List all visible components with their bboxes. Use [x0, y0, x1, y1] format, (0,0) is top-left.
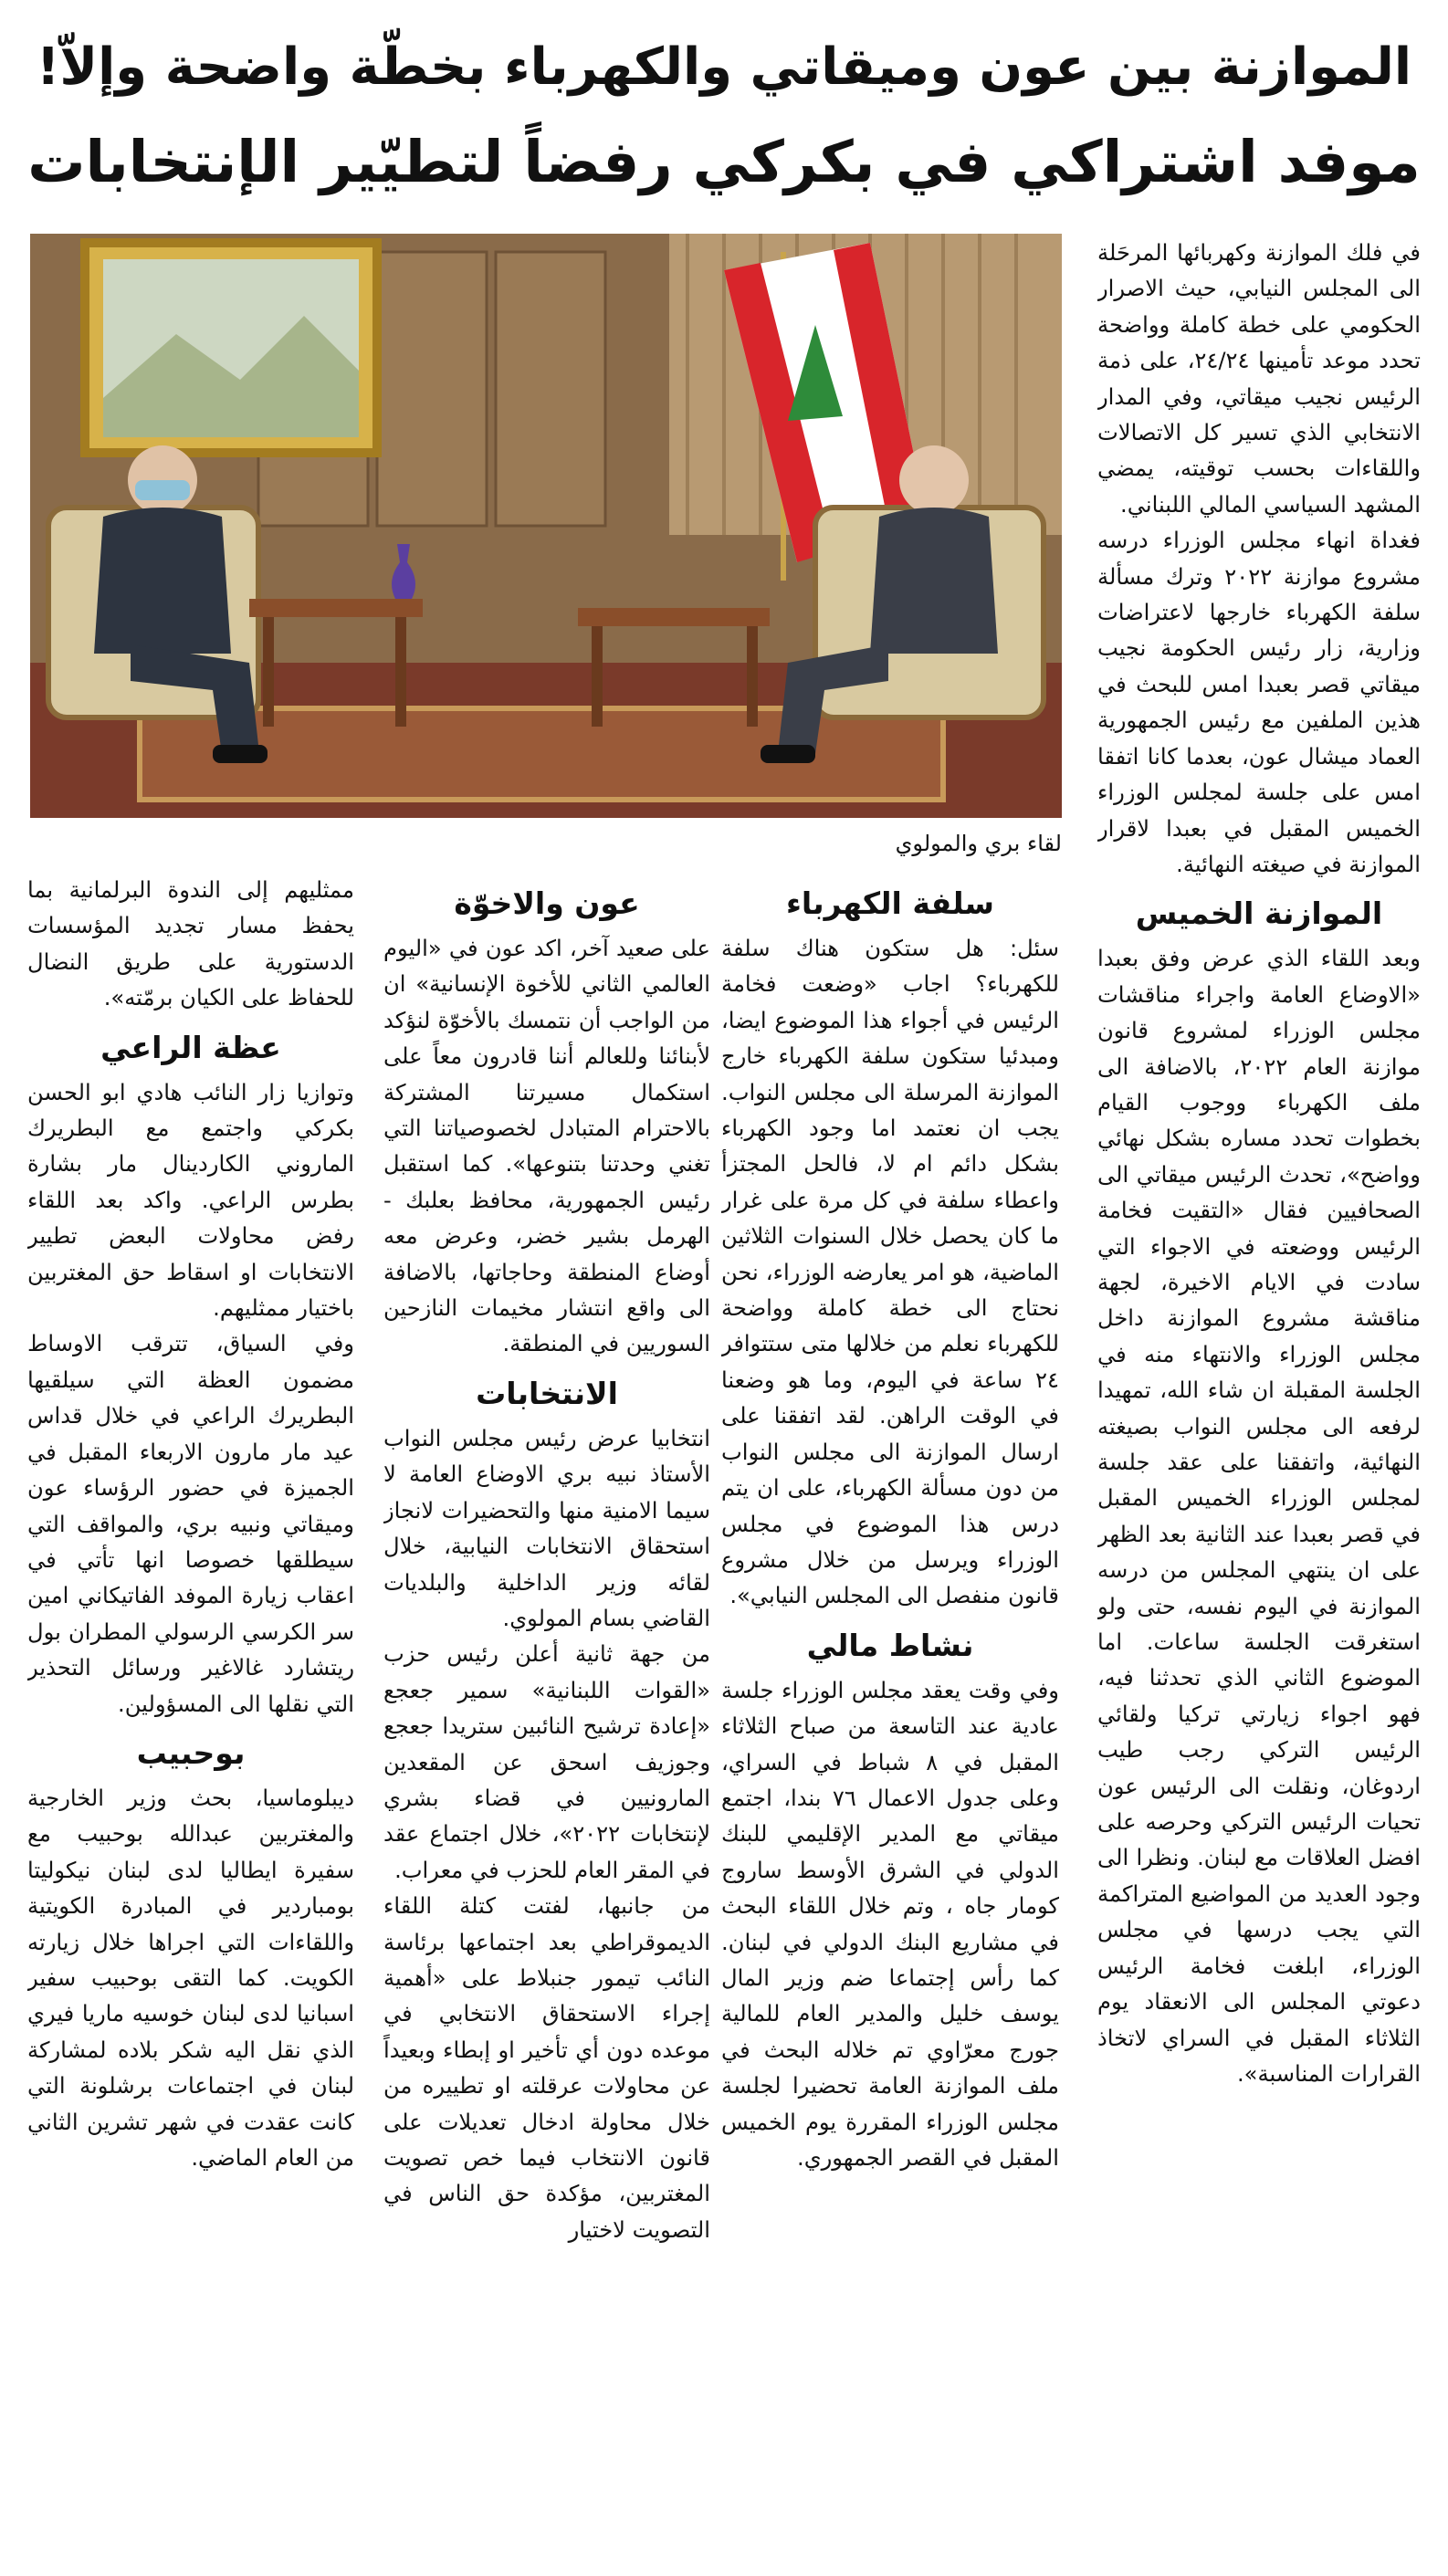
column-1-paragraph-1: في فلك الموازنة وكهربائها المرحَلة الى المجلس النيابي، حيث الاصرار الحكومي على خطة كاملة وواضحة تحدد موعد تأمينها ٢٤/٢٤، على ذمة الرئيس نجيب ميقاتي، وفي المدار الانتخابي الذي تسير كل الاتصالات واللقاءات بحسب توقيته، يمضي المشهد السياسي المالي اللبناني.	[1097, 240, 1421, 518]
column-2-paragraph-2: وفي وقت يعقد مجلس الوزراء جلسة عادية عند التاسعة من صباح الثلاثاء المقبل في ٨ شباط في السراي، وعلى جدول الاعمال ٧٦ بندا، اجتمع ميقاتي مع المدير الإقليمي للبنك الدولي في الشرق الأوسط ساروج كومار جاه ، وتم خلال اللقاء البحث في مشاريع البنك الدولي في لبنان. كما رأس إجتماعا ضم وزير المال يوسف خليل والمدير العام للمالية جورج معرّاوي تم خلاله البحث في ملف الموازنة العامة تحضيرا لجلسة مجلس الوزراء المقررة يوم الخميس المقبل في القصر الجمهوري.	[721, 1677, 1059, 2171]
subheading-financial-activity: نشاط مالي	[806, 1627, 974, 1663]
headline-line-1: الموازنة بين عون وميقاتي والكهرباء بخطّة واضحة وإلاّ!	[36, 37, 1412, 97]
subheading-aoun-fraternity: عون والاخوّة	[454, 885, 640, 921]
article-column-3	[383, 873, 710, 2552]
column-3-paragraph-2: انتخابيا عرض رئيس مجلس النواب الأستاذ نبيه بري الاوضاع العامة لا سيما الامنية منها والتحضيرات لانجاز استحقاق الانتخابات النيابية، خلال لقائه وزير الداخلية والبلديات القاضي بسام المولوي.	[383, 1425, 710, 1631]
column-4-paragraph-4: ديبلوماسيا، بحث وزير الخارجية والمغتربين عبدالله بوحبيب مع سفيرة ايطاليا لدى لبنان نيكوليتا بومباردير في المبادرة الكويتية واللقاءات التي اجراها خلال زيارته الكويت. كما التقى بوحبيب سفير اسبانيا لدى لبنان خوسيه ماريا فيري الذي نقل اليه شكر بلاده لمشاركة لبنان في اجتماعات برشلونة التي كانت عقدت في شهر تشرين الثاني من العام الماضي.	[27, 1785, 354, 2171]
article-column-4	[27, 873, 354, 2552]
article-column-2	[721, 873, 1059, 2552]
column-4-paragraph-3: وفي السياق، تترقب الاوساط مضمون العظة التي سيلقيها البطريرك الراعي في خلال قداس عيد مار مارون الاربعاء المقبل في الجميزة في حضور الرؤساء عون وميقاتي ونبيه بري، والمواقف التي سيطلقها خصوصا انها تأتي في اعقاب زيارة الموفد الفاتيكاني امين سر الكرسي الرسولي المطران بول ريتشارد غالاغير ورسائل التحذير التي نقلها الى المسؤولين.	[27, 1331, 354, 1717]
subheading-budget-thursday: الموازنة الخميس	[1135, 895, 1383, 932]
article-column-1	[1097, 236, 1421, 2554]
column-3-paragraph-4: من جانبها، لفتت كتلة اللقاء الديموقراطي بعد اجتماعها برئاسة النائب تيمور جنبلاط على «أهمية إجراء الاستحقاق الانتخابي في موعده دون أي تأخير او إبطاء وبعيداً عن محاولات عرقلته او تطييره من خلال محاولة ادخال تعديلات على قانون الانتخاب فيما خص تصويت المغتربين، مؤكدة حق الناس في التصويت لاختيار	[383, 1893, 710, 2243]
headline-line-2: موفد اشتراكي في بكركي رفضاً لتطيّير الإنتخابات	[27, 129, 1421, 195]
meeting-photo-illustration	[30, 234, 1062, 818]
column-4-paragraph-1: ممثليهم إلى الندوة البرلمانية بما يحفظ مسار تجديد المؤسسات الدستورية على طريق النضال للحفاظ على الكيان برمّته».	[27, 877, 354, 1011]
column-1-paragraph-3: وبعد اللقاء الذي عرض وفق بعبدا «الاوضاع العامة واجراء مناقشات مجلس الوزراء لمشروع قانون موازنة العام ٢٠٢٢، بالاضافة الى ملف الكهرباء ووجوب القيام بخطوات تحدد مساره بشكل نهائي وواضح»، تحدث الرئيس ميقاتي الى الصحافيين فقال «التقيت فخامة الرئيس ووضعته في الاجواء التي سادت في الايام الاخيرة، لجهة مناقشة مشروع الموازنة داخل مجلس الوزراء والانتهاء منه في الجلسة المقبلة ان شاء الله، تمهيدا لرفعه الى مجلس النواب بصيغته النهائية، واتفقنا على عقد جلسة لمجلس الوزراء الخميس المقبل في قصر بعبدا عند الثانية بعد الظهر على ان ينتهي المجلس من درسه الموازنة في اليوم نفسه، حتى ولو استغرقت الجلسة ساعات. اما الموضوع الثاني الذي تحدثنا فيه، فهو اجواء زيارتي تركيا ولقائي الرئيس التركي رجب طيب اردوغان، ونقلت الى الرئيس عون تحيات الرئيس التركي وحرصه على افضل العلاقات مع لبنان. ونظرا الى وجود العديد من المواضيع المتراكمة التي يجب درسها في مجلس الوزراء، ابلغت فخامة الرئيس دعوتي المجلس الى الانعقاد يوم الثلاثاء المقبل في السراي لاتخاذ القرارات المناسبة».	[1097, 946, 1421, 2087]
subheading-elections: الانتخابات	[476, 1375, 618, 1411]
subheading-electricity-loan: سلفة الكهرباء	[785, 885, 995, 921]
subheading-bouhabib: بوحبيب	[136, 1734, 246, 1771]
column-3-paragraph-1: على صعيد آخر، اكد عون في «اليوم العالمي الثاني للأخوة الإنسانية» ان من الواجب أن نتمسك بالأخوّة لنؤكد لأبنائنا وللعالم أننا قادرون معاً على استكمال مسيرتنا المشتركة بالاحترام المتبادل لخصوصياتنا التي تغني وحدتنا بتنوعها». كما استقبل رئيس الجمهورية، محافظ بعلبك - الهرمل بشير خضر، وعرض معه أوضاع المنطقة وحاجاتها، بالاضافة الى واقع انتشار مخيمات النازحين السوريين في المنطقة.	[383, 936, 710, 1357]
subheading-rai-sermon: عظة الراعي	[100, 1029, 281, 1065]
column-1-paragraph-2: فغداة انهاء مجلس الوزراء درسه مشروع موازنة ٢٠٢٢ وترك مسألة سلفة الكهرباء خارجها لاعتراضات وزارية، زار رئيس الحكومة نجيب ميقاتي قصر بعبدا امس للبحث في هذين الملفين مع رئيس الجمهورية العماد ميشال عون، بعدما كانا اتفقا امس على جلسة لمجلس الوزراء الخميس المقبل في بعبدا لاقرار الموازنة في صيغته النهائية.	[1097, 528, 1421, 877]
photo-caption: لقاء بري والمولوي	[895, 831, 1062, 856]
column-4-paragraph-2: وتوازيا زار النائب هادي ابو الحسن بكركي واجتمع مع البطريرك الماروني الكاردينال مار بشارة بطرس الراعي. واكد بعد اللقاء رفض محاولات البعض تطيير الانتخابات او اسقاط حق المغتربين باختيار ممثليهم.	[27, 1079, 354, 1322]
meeting-photo	[30, 234, 1062, 818]
column-2-paragraph-1: سئل: هل ستكون هناك سلفة للكهرباء؟ اجاب «وضعت فخامة الرئيس في أجواء هذا الموضوع ايضا، ومبدئيا ستكون سلفة الكهرباء خارج الموازنة المرسلة الى مجلس النواب. يجب ان نعتمد اما وجود الكهرباء بشكل دائم ام لا، فالحل المجتزأ واعطاء سلفة في كل مرة على غرار ما كان يحصل خلال السنوات الثلاثين الماضية، هو امر يعارضه الوزراء، نحن نحتاج الى خطة كاملة وواضحة للكهرباء نعلم من خلالها متى ستتوافر ٢٤ ساعة في اليوم، وما هو وضعنا في الوقت الراهن. لقد اتفقنا على ارسال الموازنة الى مجلس النواب من دون مسألة الكهرباء، على ان يتم درس هذا الموضوع في مجلس الوزراء ويرسل من خلال مشروع قانون منفصل الى المجلس النيابي».	[721, 936, 1059, 1609]
column-3-paragraph-3: من جهة ثانية أعلن رئيس حزب «القوات اللبنانية» سمير جعجع «إعادة ترشيح النائبين ستريدا جعجع وجوزيف اسحق عن المقعدين المارونيين في قضاء بشري لإنتخابات ٢٠٢٢»، خلال اجتماع عقد في المقر العام للحزب في معراب.	[383, 1641, 710, 1883]
